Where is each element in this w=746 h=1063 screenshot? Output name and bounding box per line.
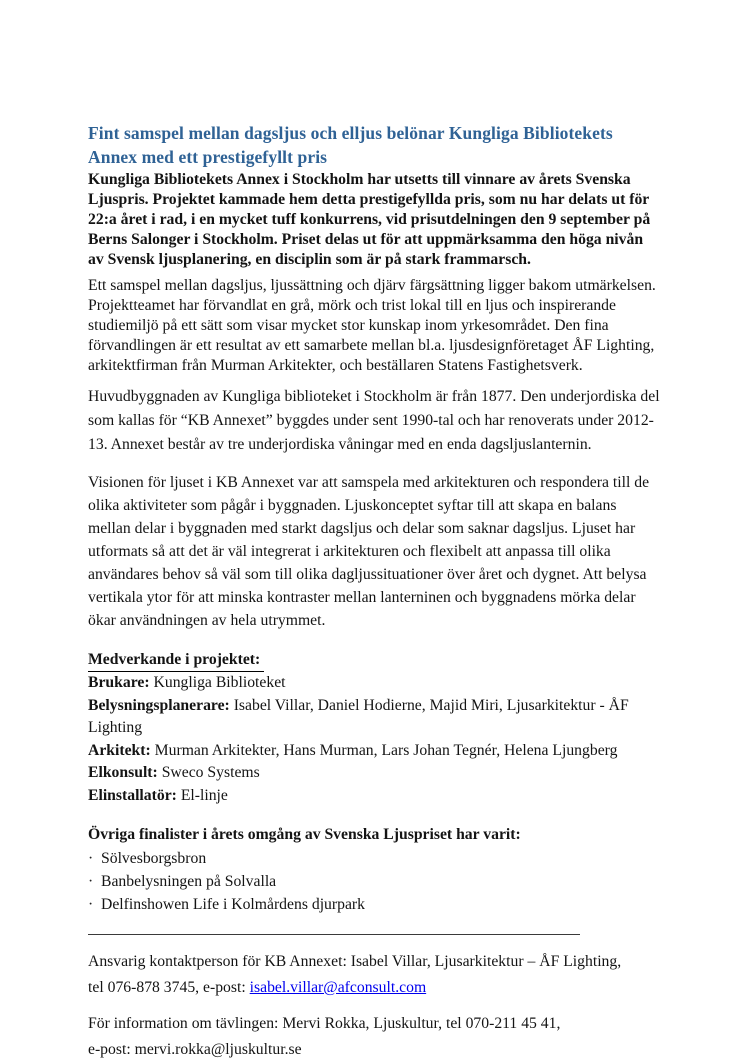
body-paragraph-2: Huvudbyggnaden av Kungliga biblioteket i Stockholm är från 1877. Den underjordiska del som kallas för “KB Annexet” byggdes under sent 1990-tal och har renoverats under 2012-13. Annexet består av tre underjordiska våningar med en enda dagsljuslanternin.: [88, 388, 660, 453]
credit-label: Belysningsplanerare:: [88, 696, 234, 714]
info-line-1: För information om tävlingen: Mervi Rokka, Ljuskultur, tel 070-211 45 41,: [88, 1015, 561, 1032]
credits-heading: [88, 649, 660, 672]
credit-label: Brukare:: [88, 674, 154, 691]
credit-value: Isabel Villar, Daniel Hodierne, Majid Miri, Ljusarkitektur - ÅF Lighting: [88, 696, 629, 736]
finalist-name: Banbelysningen på Solvalla: [101, 873, 277, 890]
finalists-list: [88, 847, 660, 916]
bullet-icon: ·: [88, 873, 94, 890]
credit-row: [88, 672, 660, 695]
credit-label: Elkonsult:: [88, 764, 162, 781]
credit-label: Elinstallatör:: [88, 786, 181, 804]
credit-row: [88, 695, 660, 740]
bullet-icon: ·: [88, 896, 94, 913]
credit-value: Sweco Systems: [161, 764, 260, 781]
credit-row: [88, 762, 660, 785]
finalist-item: [88, 870, 660, 893]
body-paragraph-3: Visionen för ljuset i KB Annexet var att samspela med arkitekturen och respondera till de olika aktiviteter som pågår i byggnaden. Ljuskonceptet syftar till att skapa en balans mellan delar i byggnaden med starkt dagsljus och delar som saknar dagsljus. Ljuset har utformats så att det är väl integrerat i arkitekturen och flexibelt att anpassa till olika användares behov så väl som till olika dagljussituationer över året och dygnet. Att belysa vertikala ytor för att minska kontraster mellan lanterninen och byggnadens mörka delar ökar användningen av hela utrymmet.: [88, 474, 650, 629]
finalist-name: Sölvesborgsbron: [101, 850, 207, 867]
credit-row: [88, 785, 660, 808]
body-paragraph-1: Ett samspel mellan dagsljus, ljussättning och djärv färgsättning ligger bakom utmärkelsen. Projektteamet har förvandlat en grå, mörk och trist lokal till en ljus och inspirerande studiemiljö på ett sätt som visar mycket stor kunskap inom yrkesområdet. Den fina förvandlingen är ett resultat av ett samarbete mellan bl.a. ljusdesignföretaget ÅF Lighting, arkitektfirman från Murman Arkitekter, och beställaren Statens Fastighetsverk.: [88, 277, 656, 374]
bullet-icon: ·: [88, 850, 94, 867]
finalist-item: [88, 847, 660, 870]
lead-paragraph: Kungliga Bibliotekets Annex i Stockholm har utsetts till vinnare av årets Svenska Ljuspris. Projektet kammade hem detta prestigefyllda pris, som nu har delats ut för 22:a året i rad, i en mycket tuff konkurrens, vid prisutdelningen den 9 september på Berns Salonger i Stockholm. Priset delas ut för att uppmärksamma den höga nivån av Svensk ljusplanering, en disciplin som är på stark frammarsch.: [88, 171, 651, 268]
finalists-heading: Övriga finalister i årets omgång av Svenska Ljuspriset har varit:: [88, 826, 521, 843]
credit-value: El-linje: [180, 786, 228, 804]
contact-block: [88, 949, 660, 1001]
info-line-2: e-post: mervi.rokka@ljuskultur.se: [88, 1041, 302, 1058]
credits-heading-text: Medverkande i projektet:: [88, 649, 264, 672]
finalists-section: [88, 823, 660, 916]
finalist-name: Delfinshowen Life i Kolmårdens djurpark: [101, 896, 365, 913]
credit-value: Murman Arkitekter, Hans Murman, Lars Johan Tegnér, Helena Ljungberg: [154, 741, 618, 759]
contact-line-1: Ansvarig kontaktperson för KB Annexet: Isabel Villar, Ljusarkitektur – ÅF Lighting,: [88, 953, 622, 970]
finalist-item: [88, 893, 660, 916]
contact-line-2-prefix: tel 076-878 3745, e-post:: [88, 979, 250, 996]
credit-label: Arkitekt:: [88, 741, 155, 759]
credit-value: Kungliga Biblioteket: [153, 674, 286, 691]
credit-row: [88, 740, 660, 763]
competition-info-block: [88, 1011, 660, 1063]
page-title: Fint samspel mellan dagsljus och elljus belönar Kungliga Bibliotekets Annex med ett prestigefyllt pris: [88, 123, 613, 167]
email-link[interactable]: isabel.villar@afconsult.com: [249, 979, 427, 996]
credits-list: [88, 672, 660, 807]
divider-line: [88, 934, 580, 935]
credits-section: [88, 649, 660, 807]
